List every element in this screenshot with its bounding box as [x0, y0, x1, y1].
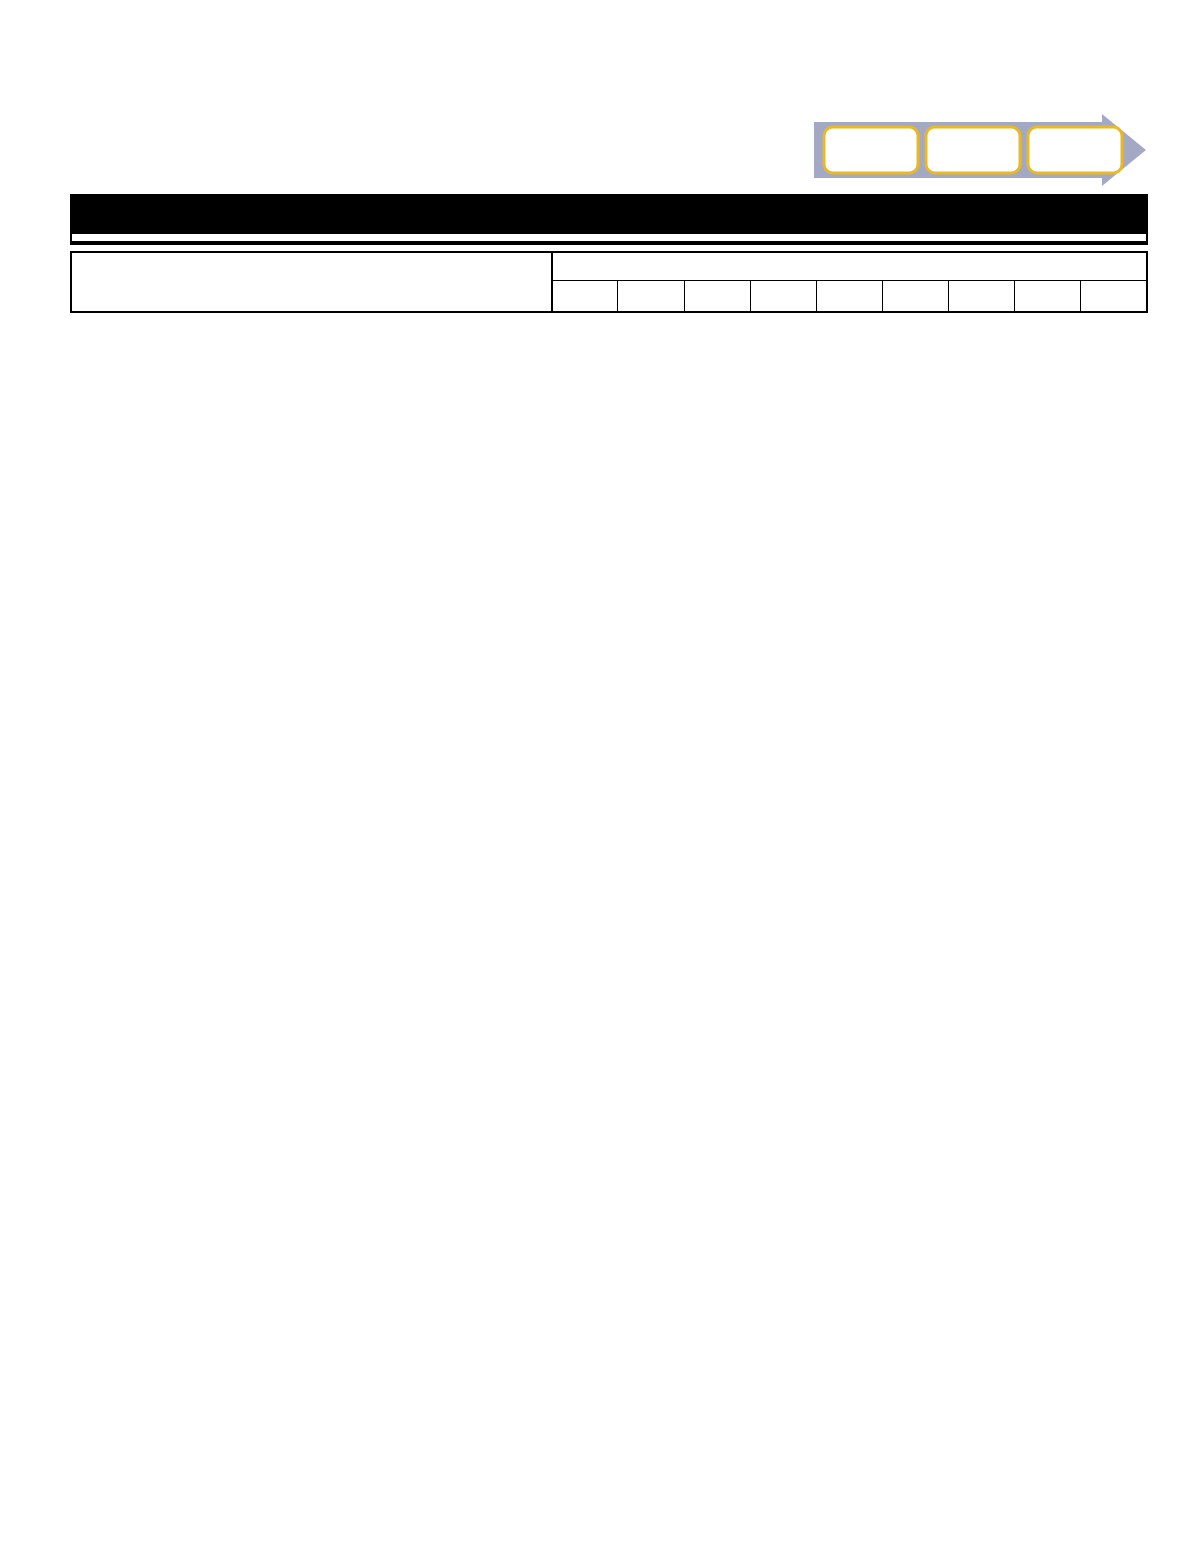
table-title-row	[71, 195, 1147, 233]
month-header-9	[1081, 281, 1147, 312]
meta-initial-question	[71, 233, 1147, 242]
meta-row-initial-question	[71, 233, 1147, 242]
month-header-7	[948, 281, 1014, 312]
pet-process-arrow-logo	[806, 114, 1146, 186]
month-header-3	[684, 281, 750, 312]
month-header-2	[618, 281, 684, 312]
month-header-4	[750, 281, 816, 312]
ebp-work-plan-table	[70, 194, 1148, 313]
stage-box-practice-question	[824, 127, 918, 173]
stage-box-evidence	[926, 127, 1020, 173]
stage-box-translation	[1028, 127, 1122, 173]
month-header-6	[882, 281, 948, 312]
month-header-8	[1015, 281, 1081, 312]
table-spacer	[71, 245, 1147, 253]
page-footer	[0, 1458, 1200, 1488]
month-header-1	[552, 281, 618, 312]
month-group-header	[552, 252, 1147, 281]
table-spacer-row	[71, 245, 1147, 253]
table-title	[71, 195, 1147, 233]
steps-month-header-row	[71, 252, 1147, 281]
month-header-5	[816, 281, 882, 312]
steps-column-header	[71, 252, 552, 312]
